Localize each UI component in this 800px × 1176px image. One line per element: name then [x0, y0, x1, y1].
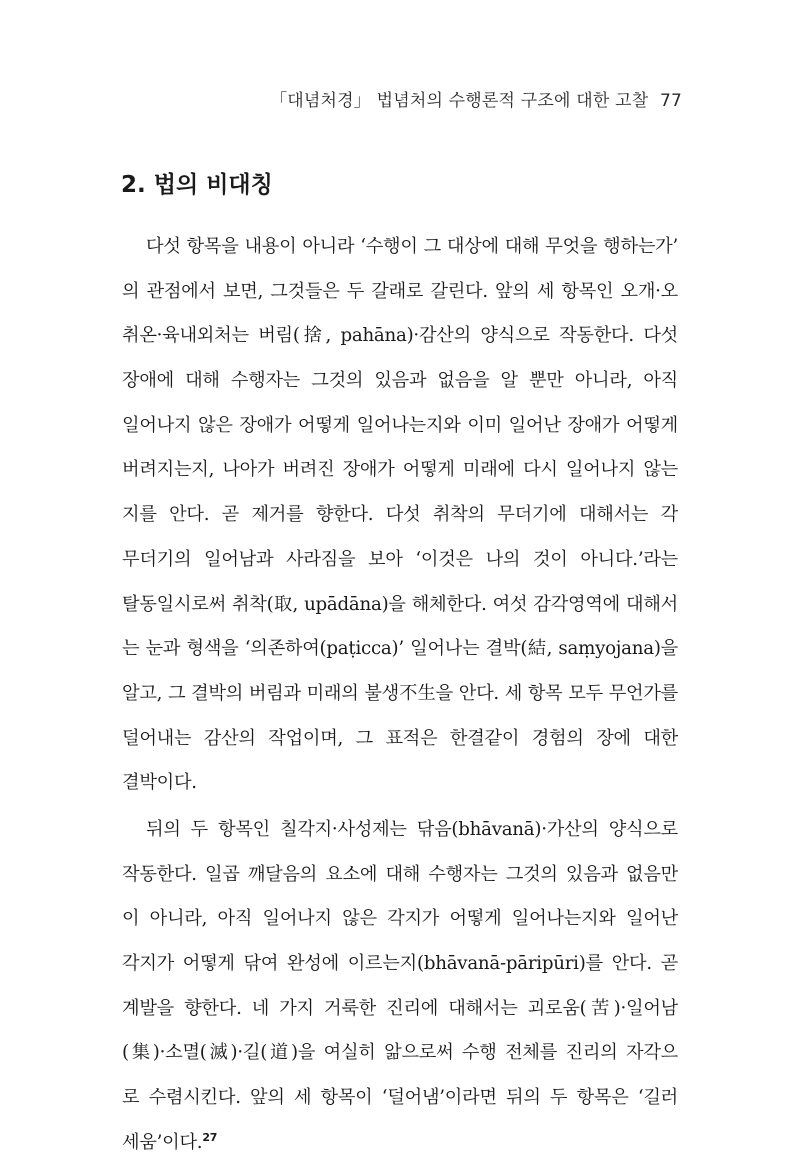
- page-number: 77: [659, 91, 682, 111]
- paragraph-2-line: 각지가 어떻게 닦여 완성에 이르는지(bhāvanā-pāripūri)를 안다. 곧: [122, 953, 678, 974]
- paragraph-1-line: 지를 안다. 곧 제거를 향한다. 다섯 취착의 무더기에 대해서는 각: [122, 504, 678, 526]
- paragraph-1-line: 일어나지 않은 장애가 어떻게 일어나는지와 이미 일어난 장애가 어떻게: [122, 414, 678, 436]
- paragraph-1-line: 무더기의 일어남과 사라짐을 보아 ‘이것은 나의 것이 아니다.’라는: [122, 548, 678, 570]
- paragraph-1-line: 탈동일시로써 취착(取, upādāna)을 해체한다. 여섯 감각영역에 대해서: [122, 593, 678, 615]
- running-title: 「대념처경」 법념처의 수행론적 구조에 대한 고찰: [270, 91, 649, 111]
- paragraph-2-line: 로 수렴시킨다. 앞의 세 항목이 ‘덜어냄’이라면 뒤의 두 항목은 ‘길러: [122, 1087, 678, 1109]
- section-heading: 2. 법의 비대칭: [121, 172, 273, 198]
- paragraph-1-line: 는 눈과 형색을 ‘의존하여(paṭicca)’ 일어나는 결박(結, saṃyojana)을: [122, 638, 678, 660]
- paragraph-1-line: 버려지는지, 나아가 버려진 장애가 어떻게 미래에 다시 일어나지 않는: [122, 459, 678, 481]
- paragraph-1-line: 장애에 대해 수행자는 그것의 있음과 없음을 알 뿐만 아니라, 아직: [122, 370, 678, 392]
- body-text: [122, 225, 678, 1165]
- paragraph-1-line: 다섯 항목을 내용이 아니라 ‘수행이 그 대상에 대해 무엇을 행하는가’: [146, 236, 678, 257]
- running-header: [270, 86, 682, 111]
- paragraph-1-line: 취온·육내외처는 버림(捨, pahāna)·감산의 양식으로 작동한다. 다섯: [122, 325, 678, 347]
- paragraph-2-last-line: [122, 1121, 678, 1166]
- paragraph-2-line: 뒤의 두 항목인 칠각지·사성제는 닦음(bhāvanā)·가산의 양식으로: [146, 818, 678, 840]
- paragraph-1-line: 덜어내는 감산의 작업이며, 그 표적은 한결같이 경험의 장에 대한: [122, 727, 678, 749]
- paragraph-1-line: 알고, 그 결박의 버림과 미래의 불생不生을 안다. 세 항목 모두 무언가를: [122, 682, 678, 704]
- paragraph-1-line: 의 관점에서 보면, 그것들은 두 갈래로 갈린다. 앞의 세 항목인 오개·오: [122, 280, 678, 302]
- footnote-ref[interactable]: 27: [202, 1130, 218, 1144]
- paragraph-1-line: 결박이다.: [122, 772, 197, 794]
- paragraph-2-line: 계발을 향한다. 네 가지 거룩한 진리에 대해서는 괴로움(苦)·일어남: [122, 997, 678, 1019]
- paragraph-2-line: 세움’이다.: [122, 1131, 203, 1153]
- paragraph-2-line: (集)·소멸(滅)·길(道)을 여실히 앎으로써 수행 전체를 진리의 자각으: [122, 1042, 678, 1064]
- paragraph-2-line: 이 아니라, 아직 일어나지 않은 각지가 어떻게 일어나는지와 일어난: [122, 908, 678, 930]
- paragraph-2-line: 작동한다. 일곱 깨달음의 요소에 대해 수행자는 그것의 있음과 없음만: [122, 863, 678, 885]
